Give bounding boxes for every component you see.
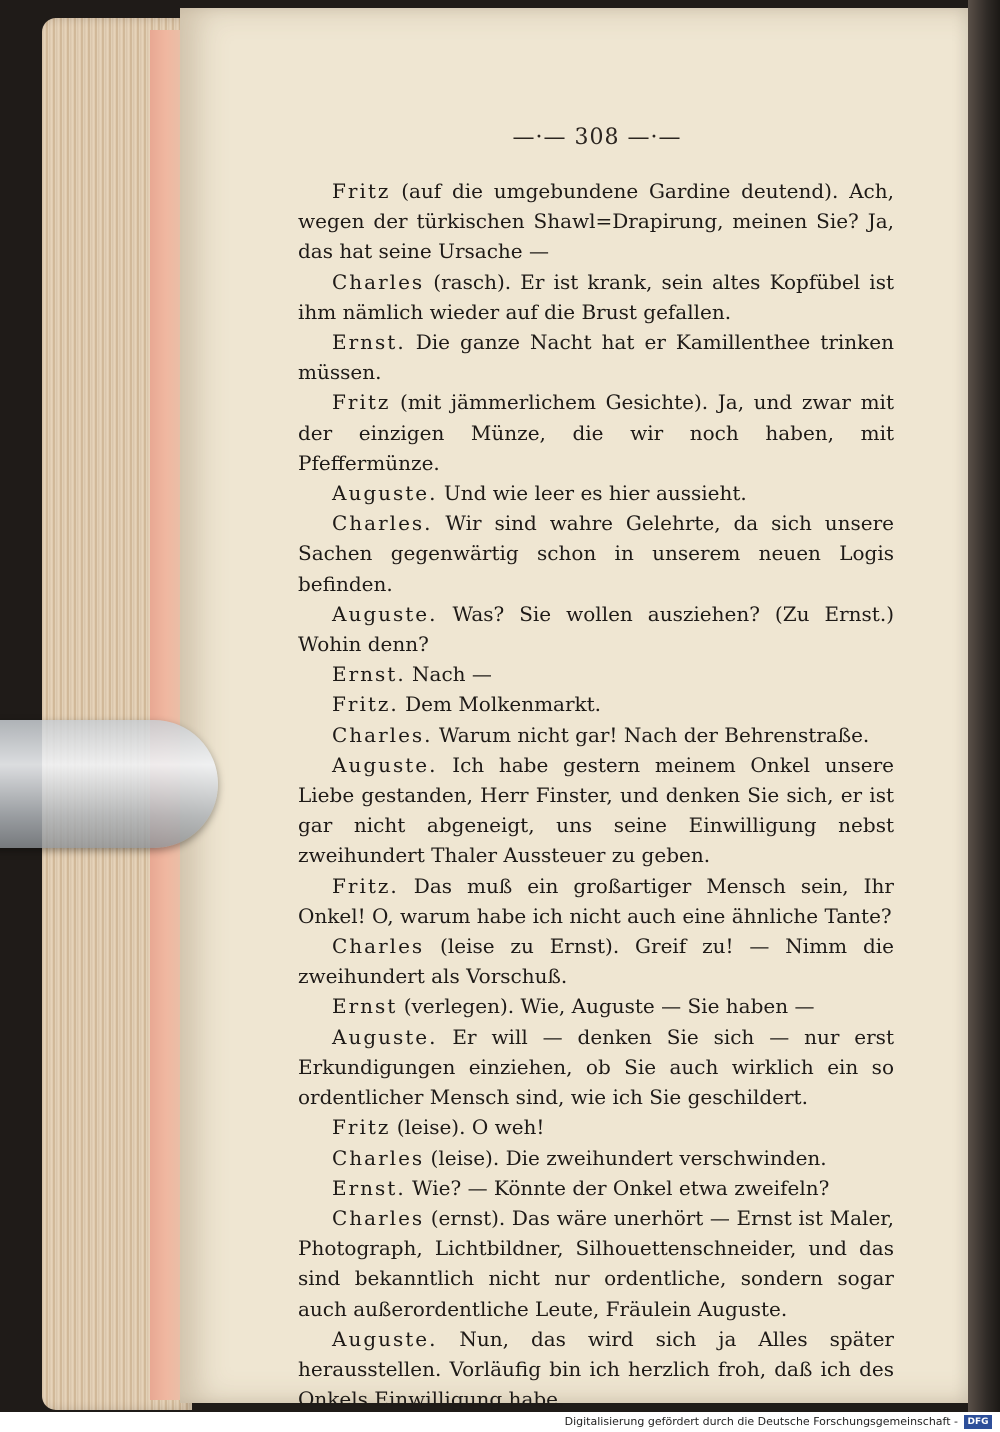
dialogue-line: (auf die umgebundene Gardine deutend). Ach, wegen der türkischen Shawl=Drapirung, meinen Sie? Ja, das hat seine Ursache —	[298, 179, 894, 264]
dialogue-paragraph	[298, 1324, 894, 1412]
dialogue-paragraph	[298, 327, 894, 387]
binding-shadow	[968, 0, 1000, 1412]
dialogue-line: Ich habe gestern meinem Onkel unsere Liebe gestanden, Herr Finster, und denken Sie sich, er ist gar nicht abgeneigt, uns seine Einwilligung nebst zweihundert Thaler Aussteuer zu geben.	[298, 752, 894, 868]
dialogue-line: Warum nicht gar! Nach der Behrenstraße.	[432, 722, 870, 747]
dialogue-paragraph	[298, 1112, 894, 1142]
speaker-name: Charles	[332, 1205, 425, 1230]
dialogue-line: Nun, das wird sich ja Alles später herausstellen. Vorläufig bin ich herzlich froh, daß ich des Onkels Einwilligung habe.	[298, 1326, 894, 1412]
speaker-name: Ernst	[332, 994, 398, 1019]
speaker-name: Auguste.	[332, 481, 438, 506]
speaker-name: Auguste.	[332, 601, 438, 626]
thumb-clip	[0, 720, 218, 848]
dialogue-line: (leise zu Ernst). Greif zu! — Nimm die zweihundert als Vorschuß.	[298, 934, 894, 989]
dialogue-text	[298, 176, 894, 1412]
dialogue-line: (verlegen). Wie, Auguste — Sie haben —	[397, 994, 815, 1019]
dialogue-paragraph	[298, 387, 894, 478]
dialogue-line: Die ganze Nacht hat er Kamillenthee trinken müssen.	[298, 330, 894, 385]
dialogue-paragraph	[298, 267, 894, 327]
dialogue-paragraph	[298, 1173, 894, 1203]
speaker-name: Fritz	[332, 390, 391, 415]
speaker-name: Fritz.	[332, 873, 399, 898]
dialogue-line: (leise). O weh!	[390, 1115, 545, 1140]
dialogue-paragraph	[298, 720, 894, 750]
speaker-name: Ernst.	[332, 662, 406, 687]
dialogue-line: Wie? — Könnte der Onkel etwa zweifeln?	[405, 1175, 830, 1200]
speaker-name: Auguste.	[332, 752, 438, 777]
dialogue-paragraph	[298, 750, 894, 871]
page-number-value: 308	[574, 125, 620, 150]
dialogue-paragraph	[298, 1022, 894, 1113]
dialogue-line: (mit jämmerlichem Gesichte). Ja, und zwar mit der einzigen Münze, die wir noch haben, mit Pfeffermünze.	[298, 390, 894, 475]
ornament-right: —·—	[619, 125, 682, 150]
speaker-name: Auguste.	[332, 1024, 438, 1049]
footer-bar	[0, 1412, 1000, 1432]
speaker-name: Fritz.	[332, 692, 399, 717]
dialogue-paragraph	[298, 871, 894, 931]
dialogue-paragraph	[298, 689, 894, 719]
dialogue-line: (leise). Die zweihundert verschwinden.	[424, 1145, 827, 1170]
dialogue-line: Was? Sie wollen ausziehen? (Zu Ernst.) Wohin denn?	[298, 601, 894, 657]
dfg-logo: DFG	[964, 1415, 992, 1429]
dialogue-line: Wir sind wahre Gelehrte, da sich unsere Sachen gegenwärtig schon in unserem neuen Logis befinden.	[298, 511, 894, 596]
dialogue-line: (ernst). Das wäre unerhört — Ernst ist Maler, Photograph, Lichtbildner, Silhouettenschneider, und das sind bekanntlich nicht nur ordentliche, sondern sogar auch außerordentliche Leute, Fräulein Auguste.	[298, 1205, 894, 1321]
dialogue-line: Er will — denken Sie sich — nur erst Erkundigungen einziehen, ob Sie auch wirklich ein so ordentlicher Mensch sind, wie ich Sie geschildert.	[298, 1024, 894, 1110]
speaker-name: Ernst.	[332, 330, 406, 355]
dialogue-paragraph	[298, 599, 894, 659]
dialogue-paragraph	[298, 1203, 894, 1324]
dialogue-paragraph	[298, 176, 894, 267]
dialogue-paragraph	[298, 991, 894, 1021]
dialogue-line: Nach —	[405, 662, 492, 687]
dialogue-line: Das muß ein großartiger Mensch sein, Ihr Onkel! O, warum habe ich nicht auch eine ähnliche Tante?	[298, 873, 894, 928]
speaker-name: Fritz	[332, 179, 391, 203]
speaker-name: Charles	[332, 934, 425, 959]
dialogue-line: Und wie leer es hier aussieht.	[437, 481, 747, 506]
dialogue-paragraph	[298, 659, 894, 689]
dialogue-paragraph	[298, 1143, 894, 1173]
dialogue-paragraph	[298, 508, 894, 599]
speaker-name: Charles	[332, 269, 425, 294]
footer-credit: Digitalisierung gefördert durch die Deutsche Forschungsgemeinschaft -	[564, 1415, 958, 1428]
speaker-name: Charles.	[332, 722, 433, 747]
ornament-left: —·—	[512, 125, 575, 150]
dialogue-paragraph	[298, 478, 894, 508]
speaker-name: Charles.	[332, 511, 433, 536]
page-number	[512, 125, 682, 150]
dialogue-paragraph	[298, 931, 894, 991]
dialogue-line: (rasch). Er ist krank, sein altes Kopfübel ist ihm nämlich wieder auf die Brust gefallen.	[298, 269, 894, 324]
speaker-name: Ernst.	[332, 1175, 406, 1200]
dialogue-line: Dem Molkenmarkt.	[398, 692, 602, 717]
speaker-name: Charles	[332, 1145, 425, 1170]
speaker-name: Auguste.	[332, 1326, 438, 1351]
speaker-name: Fritz	[332, 1115, 391, 1140]
